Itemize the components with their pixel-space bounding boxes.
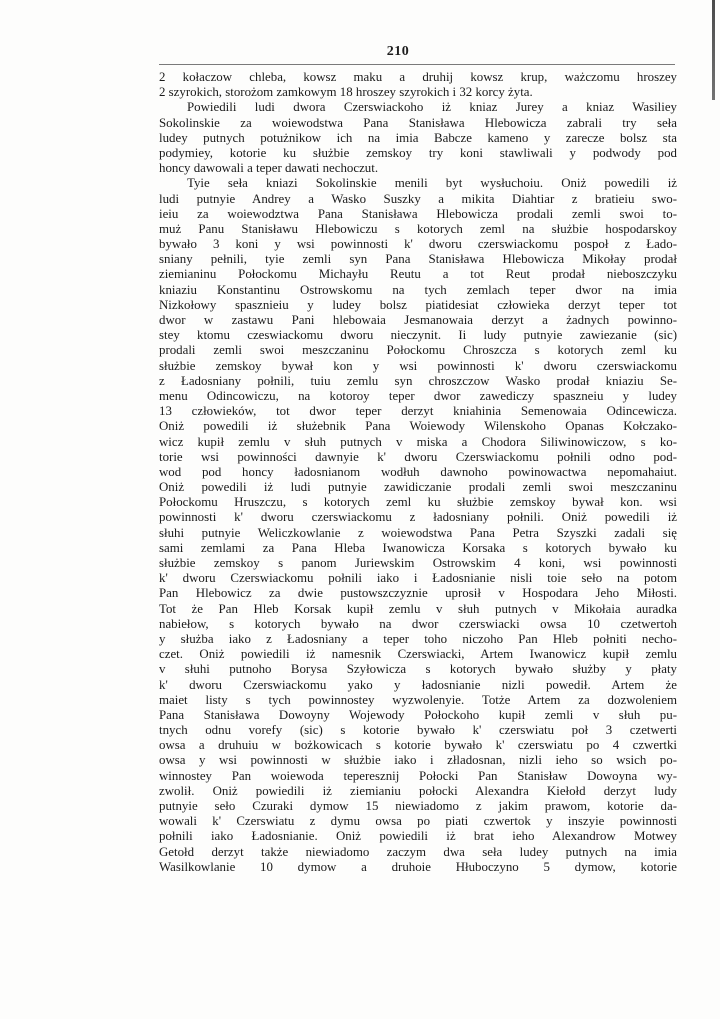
header-rule <box>159 64 675 65</box>
text-line: owsa a druhuiu w bożkowicach s kotorie bywało k' czerswiatu po 4 czwertki <box>159 738 677 753</box>
text-line: torie wsi powinności dawnyie k' dworu Czerswiackomu połnili odno pod- <box>159 449 677 464</box>
text-line: służbie zemskoy bywał kon y wsi powinnosti k' dworu czerswiackomu <box>159 358 677 373</box>
text-line: bywało 3 koni y wsi powinnosti k' dworu czerswiackomu pospoł z Łado- <box>159 237 677 252</box>
text-line: kniaziu Konstantinu Ostrowskomu na tych zemlach teper dwor na imia <box>159 282 677 297</box>
text-line: k' dworu Czerswiackomu yako y ładosnianie nizli powedił. Artem że <box>159 677 677 692</box>
text-line: Pana Stanisława Dowoyny Wojewody Połockoho kupił zemli v słuh pu- <box>159 707 677 722</box>
text-line: czet. Oniż powiedili iż namesnik Czerswiacki, Artem Iwanowicz kupił zemlu <box>159 647 677 662</box>
text-line: Getołd derzyt także niewiadomo zaczym dwa seła ludey putnych na imia <box>159 844 677 859</box>
body-text <box>159 70 677 875</box>
text-line: Tot że Pan Hleb Korsak kupił zemlu v słuh putnych v Mikołaia auradka <box>159 601 677 616</box>
text-line: owsa y wsi powinnosti w służbie iako i złladosnan, nizli ieho so wsich po- <box>159 753 677 768</box>
text-line: służbie zemskoy s panom Juriewskim Ostrowskim 4 koni, wsi powinnosti <box>159 556 677 570</box>
text-line: ieiu za woiewodztwa Pana Stanisława Hlebowicza prodali zemli swoi to- <box>159 206 677 221</box>
text-line: nabiełow, s kotorych bywało na dwor czerswiacki owsa 10 czetwertoh <box>159 616 677 631</box>
page-number: 210 <box>386 44 410 59</box>
text-line: Oniż powedili iż służebnik Pana Woiewody Wilenskoho Opanas Kołczako- <box>159 419 677 434</box>
text-line: v słuhi putnoho Borysa Szyłowicza s kotorych bywało służby y płaty <box>159 662 677 677</box>
text-line: Połockomu Hruszczu, s kotorych zeml ku służbie zemskoy bywał kon. wsi <box>159 495 677 510</box>
text-line: połnili iako Ładosnianie. Oniż powiedili iż brat ieho Alexandrow Motwey <box>159 829 677 844</box>
text-line: Nizkołowy spasznieiu y ludey bolsz piatidesiat człowieka derzyt teper tot <box>159 297 677 312</box>
text-line: zwolił. Oniż powiedili iż ziemianiu połocki Alexandra Kiełołd derzyt ludy <box>159 783 677 798</box>
text-line: muż Panu Stanisławu Hlebowiczu s kotorych zeml na służbie hospodarskoy <box>159 221 677 236</box>
text-line: 2 szyrokich, storożom zamkowym 18 hroszey szyrokich i 32 korcy żyta. <box>159 85 533 100</box>
text-line: wod pod honcy ładosnianom wodłuh dawnoho powinowactwa nepomahaiut. <box>159 464 677 479</box>
text-line: wowali k' Czerswiatu z dymu owsa po piati czwertok y inszyie powinnosti <box>159 814 677 829</box>
text-line: Pan Hlebowicz za dwie pustowszczyznie uprosił v Hospodara Jeho Miłosti. <box>159 586 677 601</box>
text-line: 13 człowieków, tot dwor teper derzyt kniahinia Semenowaia Odincewicza. <box>159 404 677 419</box>
text-line: k' dworu Czerswiackomu połnili iako i Ładosnianie nisli toie seło na potom <box>159 571 677 586</box>
text-line: ludey putnych potużnikow ich na imia Babcze kameno y zarecze bolsz sta <box>159 130 677 145</box>
text-line: podymiey, kotorie ku służbie zemskoy try koni stawliwali y podwody pod <box>159 145 677 160</box>
text-line: Sokolinskie za woiewodstwa Pana Stanisława Hlebowicza zabrali try seła <box>159 115 677 130</box>
text-line: stey ktomu czeswiackomu dworu nieczynit. Ii ludy putnyie zawiezanie (sic) <box>159 328 677 343</box>
text-line: słuhi putnyie Weliczkowlanie z woiewodstwa Pana Petra Szyszki zadali się <box>159 525 677 540</box>
text-line: y służba iako z Ładosniany a teper toho niczoho Pan Hleb połniti necho- <box>159 631 677 646</box>
text-line: ludi putnyie Andrey a Wasko Suszky a mikita Diahtiar z bratieiu swo- <box>159 191 677 206</box>
text-line: maiet listy s tych powinnostey wyzwolenyie. Totże Artem za dozwoleniem <box>159 692 677 707</box>
text-line: ziemianinu Połockomu Michayłu Reutu a tot Reut prodał nieboszczyku <box>159 267 677 282</box>
text-line: tnych odnu vorefy (sic) s kotorie bywało k' czerswiatu poł 3 czetwerti <box>159 723 677 738</box>
text-line: winnostey Pan woiewoda teperesznij Połocki Pan Stanisław Dowoyna wy- <box>159 768 677 783</box>
text-line: menu Odincowiczu, na kotoroy teper dwor zawediczy spaszneiu y ludey <box>159 388 677 403</box>
text-line: Tyie seła kniazi Sokolinskie menili byt wysłuchoiu. Oniż powedili iż <box>187 176 677 191</box>
text-line: prodali zemli swoi meszczaninu Połockomu Chroszcza s kotorych zeml ku <box>159 343 677 358</box>
text-line: powinnosti k' dworu czerswiackomu z ładosniany połnili. Oniż powedili iż <box>159 510 677 525</box>
text-line: Wasilkowlanie 10 dymow a druhoie Hłuboczyno 5 dymow, kotorie <box>159 859 677 874</box>
text-line: honcy dawowali a teper dawati nechoczut. <box>159 161 379 176</box>
text-line: 2 kołaczow chleba, kowsz maku a druhij kowsz krup, ważczomu hroszey <box>159 70 677 84</box>
text-line: sniany pełnili, tyie zemli syn Pana Stanisława Hlebowicza Mikołay prodał <box>159 252 677 267</box>
text-line: wicz kupił zemlu v słuh putnych v miska a Chodora Siliwinowiczow, s ko- <box>159 434 677 449</box>
text-line: putnyie seło Czuraki dymow 15 niewiadomo z jakim prawom, kotorie da- <box>159 799 677 813</box>
text-line: sami zemlami za Pana Hleba Iwanowicza Korsaka s kotorych bywało ku <box>159 540 677 555</box>
text-line: Oniż powedili iż ludi putnyie zawidiczanie prodali zemli swoi meszczaninu <box>159 480 677 495</box>
scan-edge-mark <box>712 0 715 100</box>
text-line: z Ładosniany połnili, tuiu zemlu syn chroszczow Wasko prodał kniaziu Se- <box>159 373 677 388</box>
text-line: Powiedili ludi dwora Czerswiackoho iż kniaz Jurey a kniaz Wasiliey <box>187 100 677 115</box>
text-line: dwor w zastawu Pani hlebowaia Jesmanowaia derzyt a żadnych powinno- <box>159 313 677 327</box>
